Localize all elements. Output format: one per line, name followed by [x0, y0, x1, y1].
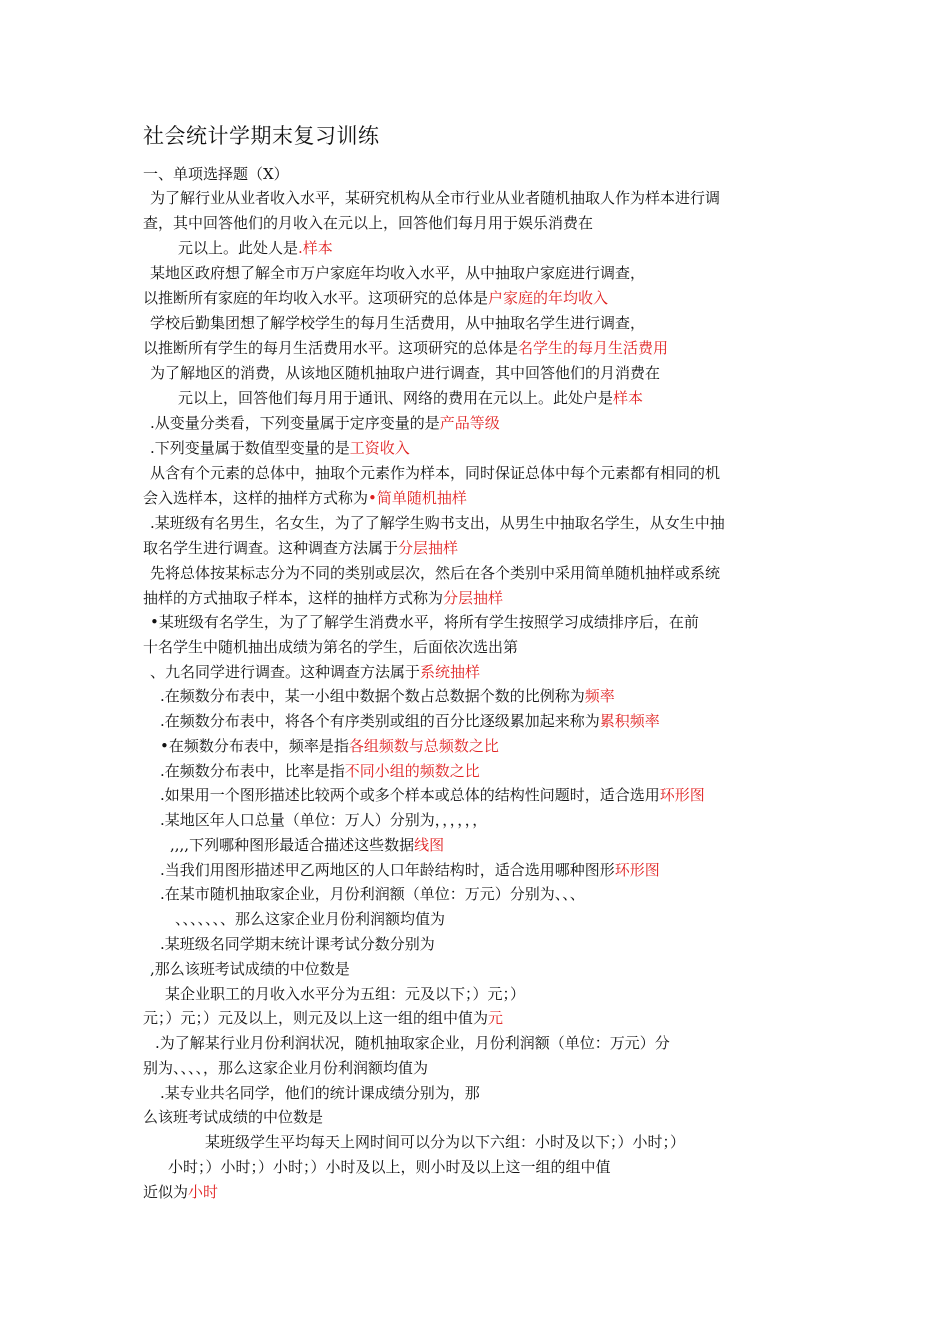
- question-text: 元以上，回答他们每月用于通讯、网络的费用在元以上。此处户是: [178, 389, 614, 407]
- question-text: 为了解行业从业者收入水平，某研究机构从全市行业从业者随机抽取人作为样本进行调: [150, 189, 721, 207]
- question-text: 某班级学生平均每天上网时间可以分为以下六组：小时及以下；）小时；）: [205, 1133, 686, 1151]
- answer-text: 环形图: [614, 861, 660, 879]
- question-line: [143, 288, 608, 308]
- question-line: [150, 662, 480, 682]
- answer-text: 户家庭的年均收入: [488, 289, 609, 307]
- question-line: [143, 1008, 503, 1028]
- question-text: 么该班考试成绩的中位数是: [143, 1108, 324, 1126]
- question-text: 先将总体按某标志分为不同的类别或层次，然后在各个类别中采用简单随机抽样或系统: [150, 564, 721, 582]
- answer-text: 累积频率: [599, 712, 660, 730]
- question-text: •在频数分布表中，频率是指: [160, 737, 349, 755]
- question-line: [175, 909, 445, 929]
- question-line: [143, 538, 458, 558]
- question-line: [143, 213, 593, 233]
- question-text: 元以上。此处人是: [178, 239, 299, 257]
- question-line: [160, 860, 660, 880]
- question-line: [178, 388, 643, 408]
- question-line: [150, 563, 720, 583]
- answer-text: 名学生的每月生活费用: [518, 339, 669, 357]
- answer-text: 不同小组的频数之比: [344, 762, 480, 780]
- question-line: [165, 984, 525, 1004]
- question-line: [143, 1182, 218, 1202]
- question-line: [143, 1107, 323, 1127]
- answer-text: 分层抽样: [443, 589, 504, 607]
- answer-text: 各组频数与总频数之比: [348, 737, 499, 755]
- question-text: .在频数分布表中，某一小组中数据个数占总数据个数的比例称为: [160, 687, 585, 705]
- question-text: .从变量分类看，下列变量属于定序变量的是: [150, 414, 440, 432]
- question-text: ,,,,下列哪种图形最适合描述这些数据: [170, 836, 415, 854]
- question-line: [150, 313, 645, 333]
- question-text: 别为、、、、，那么这家企业月份利润额均值为: [143, 1059, 429, 1077]
- question-line: [150, 959, 350, 979]
- question-text: .下列变量属于数值型变量的是: [150, 439, 350, 457]
- question-text: 以推断所有学生的每月生活费用水平。这项研究的总体是: [143, 339, 519, 357]
- question-line: [160, 736, 499, 756]
- answer-text: 频率: [584, 687, 615, 705]
- question-text: 学校后勤集团想了解学校学生的每月生活费用，从中抽取名学生进行调查，: [150, 314, 646, 332]
- question-text: 会入选样本，这样的抽样方式称为: [143, 489, 369, 507]
- answer-text: .样本: [298, 239, 333, 257]
- question-line: [150, 363, 660, 383]
- question-text: 、、、、、、、那么这家企业月份利润额均值为: [175, 910, 446, 928]
- question-line: [143, 488, 467, 508]
- question-line: [160, 785, 705, 805]
- question-line: [143, 1058, 428, 1078]
- section-heading: 一、单项选择题（X）: [143, 165, 289, 183]
- question-text: 小时；）小时；）小时；）小时及以上，则小时及以上这一组的组中值: [168, 1158, 611, 1176]
- answer-text: 样本: [613, 389, 644, 407]
- question-text: 查，其中回答他们的月收入在元以上，回答他们每月用于娱乐消费在: [143, 214, 594, 232]
- question-text: .某班级有名男生，名女生，为了了解学生购书支出，从男生中抽取名学生，从女生中抽: [150, 514, 725, 532]
- answer-text: •简单随机抽样: [368, 489, 467, 507]
- question-line: [205, 1132, 685, 1152]
- question-text: 取名学生进行调查。这种调查方法属于: [143, 539, 399, 557]
- question-text: .某地区年人口总量（单位：万人）分别为，，，，，，: [160, 811, 488, 829]
- question-text: .某专业共名同学，他们的统计课成绩分别为，那: [160, 1084, 480, 1102]
- question-text: 为了解地区的消费，从该地区随机抽取户进行调查，其中回答他们的月消费在: [150, 364, 661, 382]
- question-line: [160, 686, 615, 706]
- question-text: 十名学生中随机抽出成绩为第名的学生，后面依次选出第: [143, 638, 519, 656]
- question-line: [150, 263, 645, 283]
- question-line: [170, 835, 444, 855]
- question-line: [160, 884, 585, 904]
- answer-text: 工资收入: [349, 439, 410, 457]
- question-line: [160, 810, 487, 830]
- question-text: .为了解某行业月份利润状况，随机抽取家企业，月份利润额（单位：万元）分: [155, 1034, 670, 1052]
- question-text: 、九名同学进行调查。这种调查方法属于: [150, 663, 421, 681]
- answer-text: 产品等级: [439, 414, 500, 432]
- question-line: [160, 934, 435, 954]
- question-text: .在频数分布表中，将各个有序类别或组的百分比逐级累加起来称为: [160, 712, 600, 730]
- question-text: 抽样的方式抽取子样本，这样的抽样方式称为: [143, 589, 444, 607]
- answer-text: 分层抽样: [398, 539, 459, 557]
- question-line: [150, 513, 725, 533]
- question-text: 以推断所有家庭的年均收入水平。这项研究的总体是: [143, 289, 489, 307]
- question-line: [160, 711, 660, 731]
- question-line: [143, 588, 503, 608]
- question-text: 元；）元；）元及以上，则元及以上这一组的组中值为: [143, 1009, 489, 1027]
- question-text: .在某市随机抽取家企业，月份利润额（单位：万元）分别为、、、: [160, 885, 585, 903]
- question-text: .如果用一个图形描述比较两个或多个样本或总体的结构性问题时，适合选用: [160, 786, 660, 804]
- question-line: [160, 761, 480, 781]
- question-text: 某地区政府想了解全市万户家庭年均收入水平，从中抽取户家庭进行调查，: [150, 264, 646, 282]
- question-text: .在频数分布表中，比率是指: [160, 762, 345, 780]
- question-line: [178, 238, 333, 258]
- answer-text: 系统抽样: [420, 663, 481, 681]
- question-text: •某班级有名学生，为了了解学生消费水平，将所有学生按照学习成绩排序后，在前: [150, 613, 699, 631]
- question-line: [150, 612, 699, 632]
- question-text: .某班级名同学期末统计课考试分数分别为: [160, 935, 435, 953]
- answer-text: 小时: [188, 1183, 219, 1201]
- question-text: 近似为: [143, 1183, 189, 1201]
- question-line: [150, 438, 410, 458]
- question-line: [143, 338, 668, 358]
- question-line: [150, 463, 720, 483]
- question-line: [143, 637, 518, 657]
- question-line: [160, 1083, 480, 1103]
- answer-text: 线图: [414, 836, 445, 854]
- question-line: [155, 1033, 670, 1053]
- question-line: [168, 1157, 611, 1177]
- document-title: 社会统计学期末复习训练: [143, 124, 380, 148]
- answer-text: 元: [488, 1009, 504, 1027]
- answer-text: 环形图: [659, 786, 705, 804]
- question-text: 某企业职工的月收入水平分为五组：元及以下；）元；）: [165, 985, 526, 1003]
- question-text: 从含有个元素的总体中，抽取个元素作为样本，同时保证总体中每个元素都有相同的机: [150, 464, 721, 482]
- question-text: ,那么该班考试成绩的中位数是: [150, 960, 350, 978]
- question-text: .当我们用图形描述甲乙两地区的人口年龄结构时，适合选用哪种图形: [160, 861, 615, 879]
- question-line: [150, 188, 720, 208]
- question-line: [150, 413, 500, 433]
